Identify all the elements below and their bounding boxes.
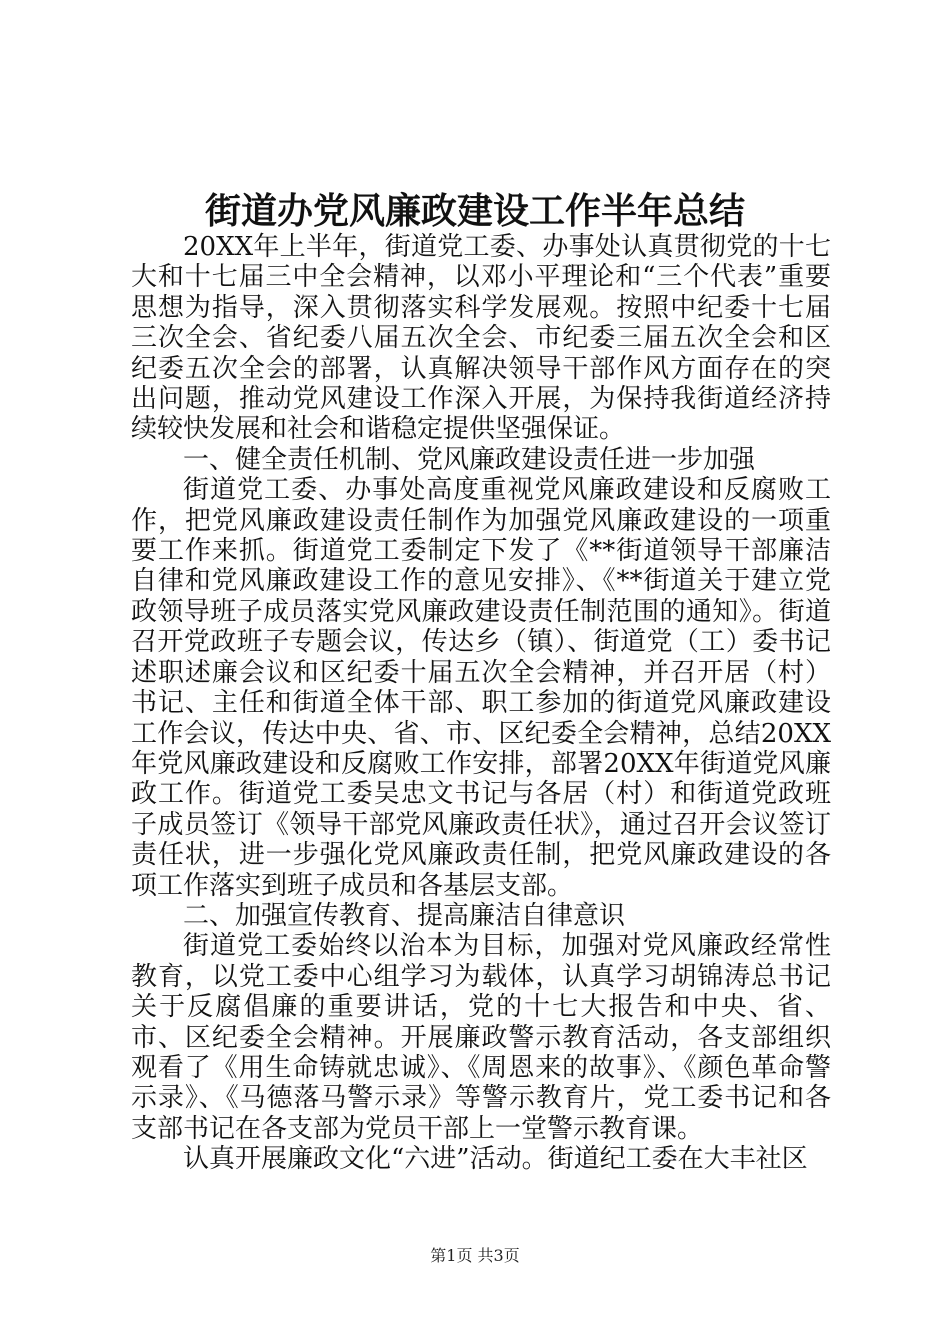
paragraph-section-2: 街道党工委始终以治本为目标，加强对党风廉政经常性教育，以党工委中心组学习为载体，认真学习胡锦涛总书记关于反腐倡廉的重要讲话，党的十七大报告和中央、省、市、区纪委全会精神。开展廉政警示教育活动，各支部组织观看了《用生命铸就忠诚》、《周恩来的故事》、《颜色革命警示录》、《马德落马警示录》等警示教育片，党工委书记和各支部书记在各支部为党员干部上一堂警示教育课。 bbox=[131, 931, 831, 1144]
document-body bbox=[131, 232, 831, 1175]
paragraph-section-1: 街道党工委、办事处高度重视党风廉政建设和反腐败工作，把党风廉政建设责任制作为加强党风廉政建设的一项重要工作来抓。街道党工委制定下发了《**街道领导干部廉洁自律和党风廉政建设工作的意见安排》、《**街道关于建立党政领导班子成员落实党风廉政建设责任制范围的通知》。街道召开党政班子专题会议，传达乡（镇）、街道党（工）委书记述职述廉会议和区纪委十届五次全会精神，并召开居（村）书记、主任和街道全体干部、职工参加的街道党风廉政建设工作会议，传达中央、省、市、区纪委全会精神，总结20XX年党风廉政建设和反腐败工作安排，部署20XX年街道党风廉政工作。街道党工委吴忠文书记与各居（村）和街道党政班子成员签订《领导干部党风廉政责任状》，通过召开会议签订责任状，进一步强化党风廉政责任制，把党风廉政建设的各项工作落实到班子成员和各基层支部。 bbox=[131, 475, 831, 901]
page-footer: 第1页 共3页 bbox=[430, 1246, 520, 1265]
paragraph-section-2-continued: 认真开展廉政文化“六进”活动。街道纪工委在大丰社区 bbox=[183, 1144, 808, 1175]
section-heading-1: 一、健全责任机制、党风廉政建设责任进一步加强 bbox=[183, 444, 756, 475]
document-title: 街道办党风廉政建设工作半年总结 bbox=[204, 190, 745, 232]
section-heading-2: 二、加强宣传教育、提高廉洁自律意识 bbox=[183, 900, 626, 931]
paragraph-intro: 20XX年上半年，街道党工委、办事处认真贯彻党的十七大和十七届三中全会精神，以邓小平理论和“三个代表”重要思想为指导，深入贯彻落实科学发展观。按照中纪委十七届三次全会、省纪委八届五次全会、市纪委三届五次全会和区纪委五次全会的部署，认真解决领导干部作风方面存在的突出问题，推动党风建设工作深入开展，为保持我街道经济持续较快发展和社会和谐稳定提供坚强保证。 bbox=[131, 232, 831, 445]
